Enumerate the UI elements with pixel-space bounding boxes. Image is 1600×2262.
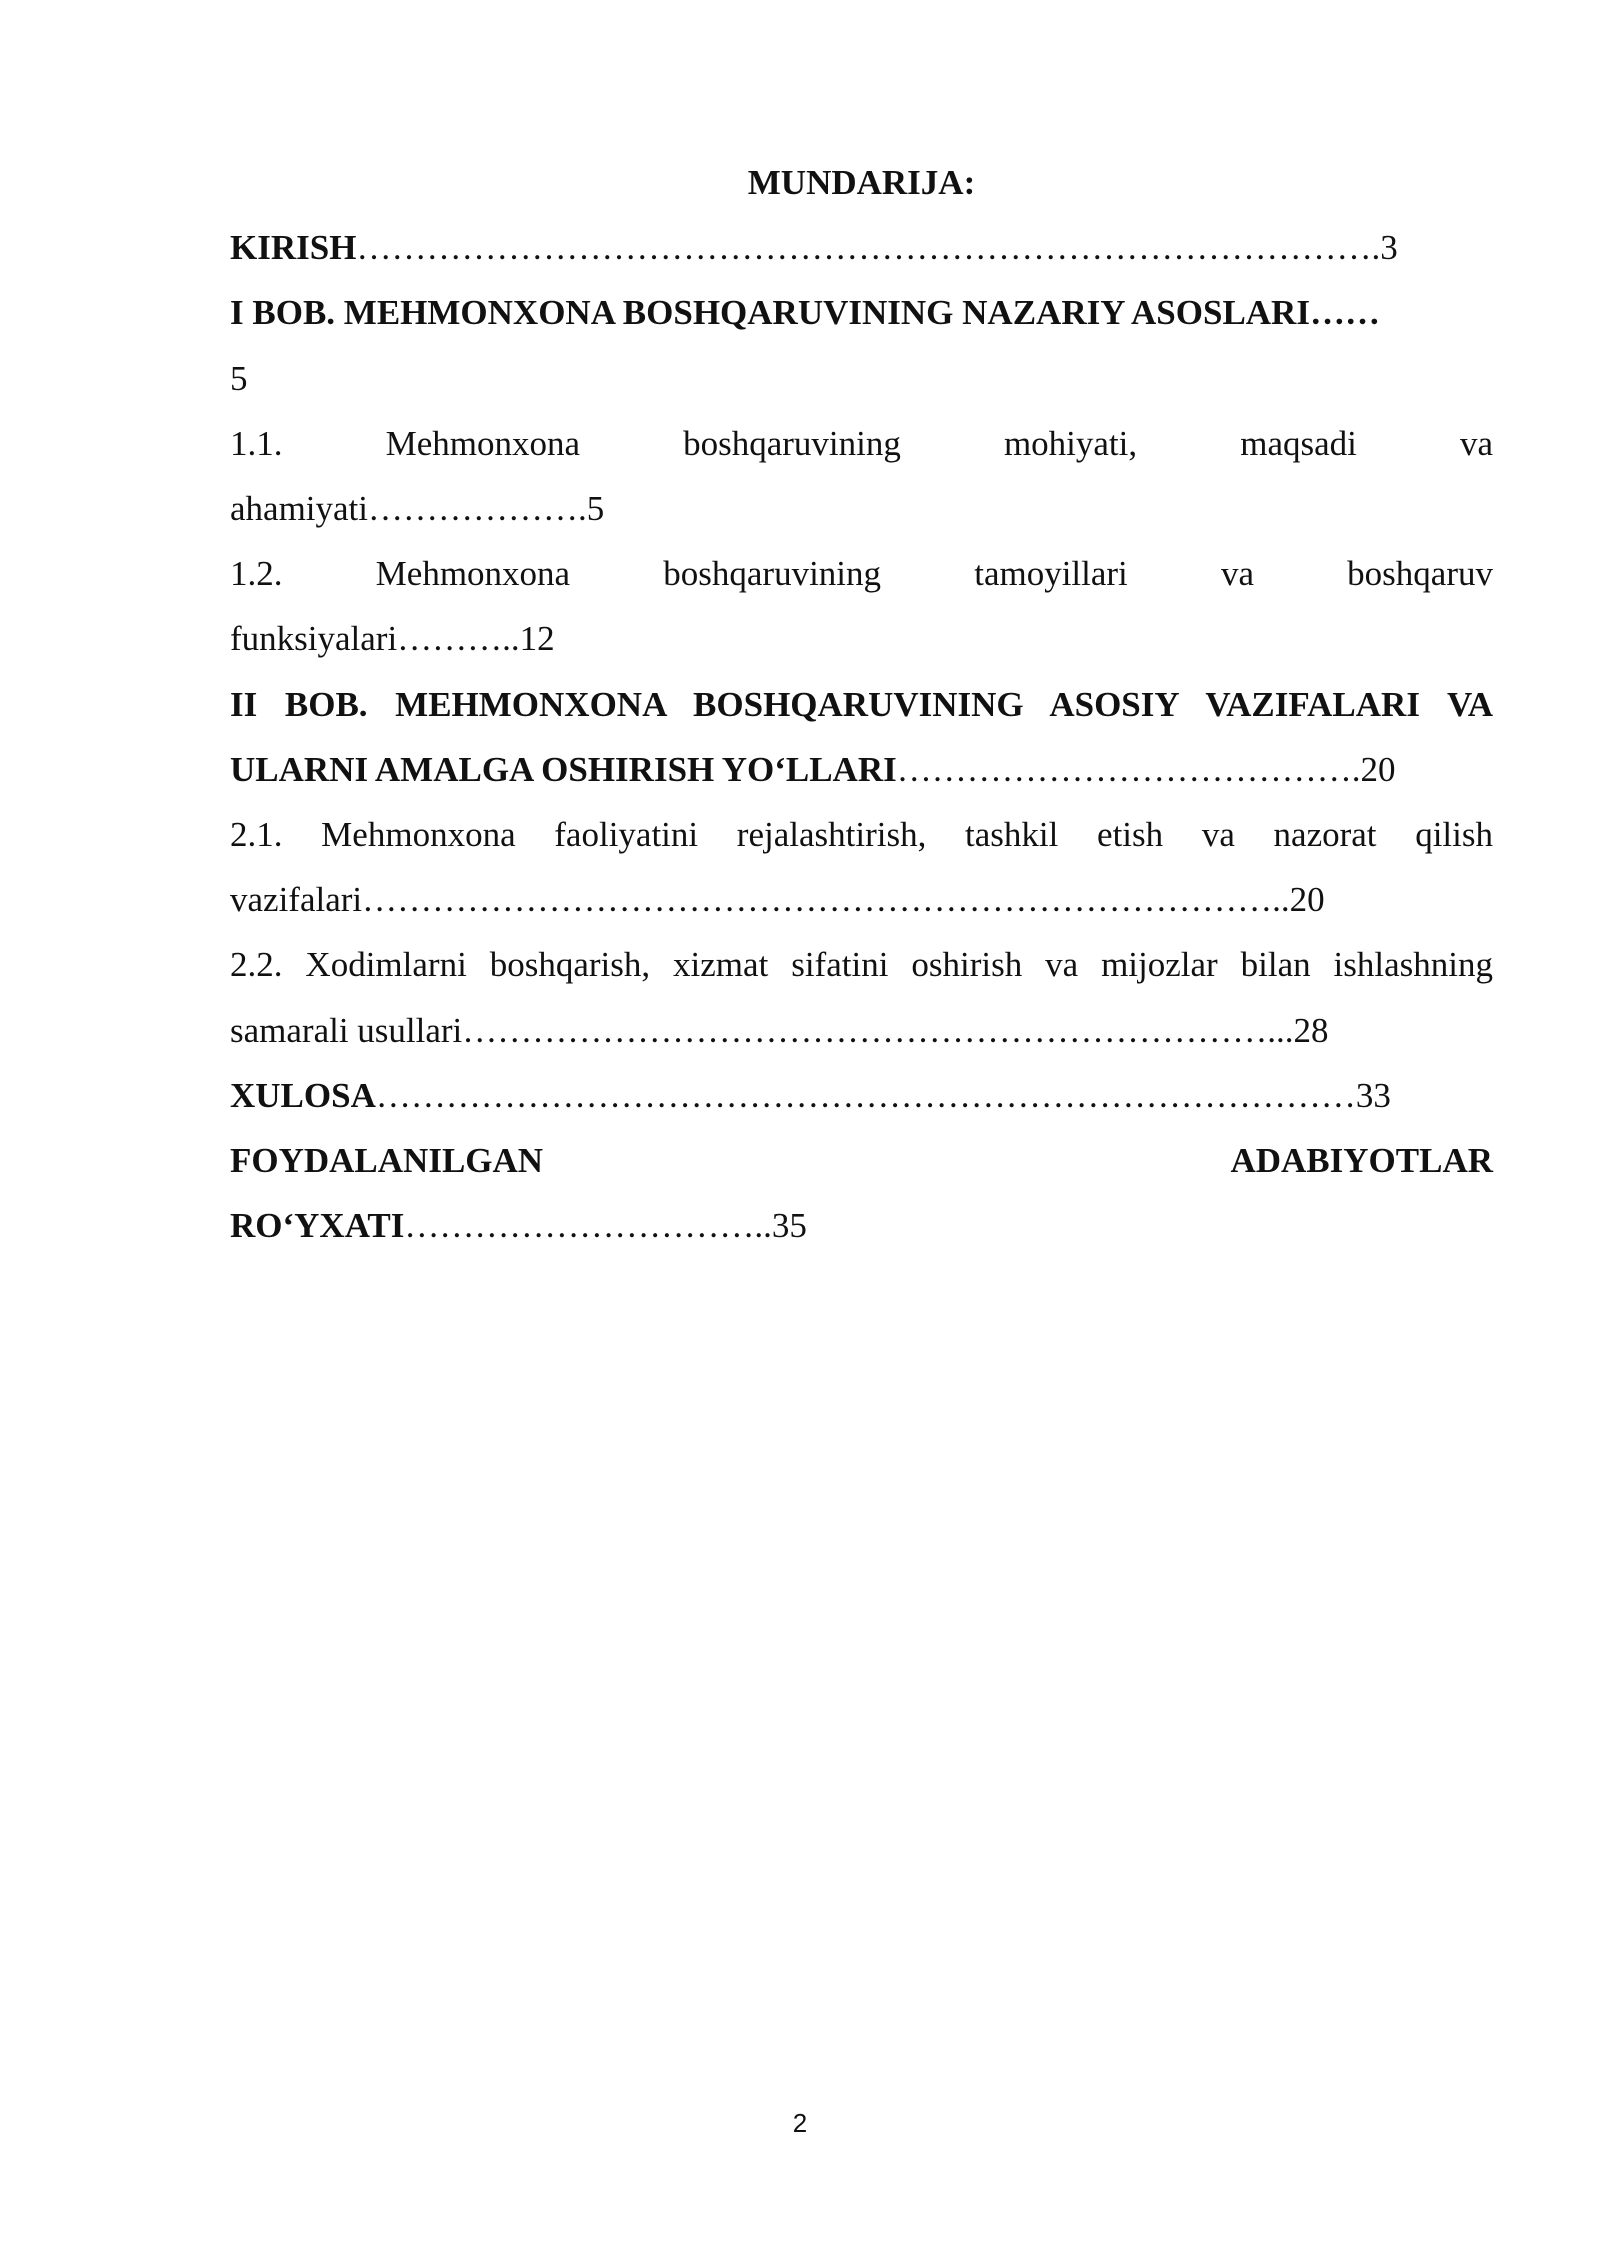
toc-entry-1-2: 1.2. Mehmonxona boshqaruvining tamoyillari va boshqaruv: [230, 554, 1493, 594]
toc-entry-leader: …………………………………………………………………………….3: [356, 228, 1398, 268]
toc-title: MUNDARIJA:: [747, 163, 976, 202]
toc-entry-label: KIRISH: [230, 228, 357, 268]
toc-entry-adabiyotlar: FOYDALANILGAN ADABIYOTLAR: [230, 1141, 1493, 1181]
toc-entry-chapter1-page: 5: [230, 358, 248, 398]
toc-entry-label: I BOB. MEHMONXONA BOSHQARUVINING NAZARIY ASOSLARI: [230, 293, 1310, 333]
toc-entry-2-2-cont: samarali usullari……………………………………………………………...28: [230, 1010, 1329, 1050]
toc-entry-2-2: 2.2. Xodimlarni boshqarish, xizmat sifatini oshirish va mijozlar bilan ishlashning: [230, 945, 1493, 985]
toc-entry-label: RO‘YXATI: [230, 1206, 405, 1246]
toc-entry-kirish: [230, 215, 1493, 280]
toc-entry-label: ULARNI AMALGA OSHIRISH YO‘LLARI: [230, 749, 897, 789]
toc-entry-1-1-cont: ahamiyati……………….5: [230, 489, 605, 529]
toc-entry-leader: ………………………………….20: [896, 749, 1396, 789]
toc-entry-chapter1: [230, 280, 1493, 345]
toc-entry-adabiyotlar-cont: [230, 1193, 1493, 1258]
toc-entry-2-1-cont: vazifalari……………………………………………………………………..20: [230, 880, 1325, 920]
toc-entry-chapter2-cont: [230, 737, 1493, 802]
toc-entry-2-1: 2.1. Mehmonxona faoliyatini rejalashtirish, tashkil etish va nazorat qilish: [230, 815, 1493, 855]
toc-entry-leader: ……: [1309, 293, 1380, 333]
toc-entry-xulosa: [230, 1063, 1493, 1128]
toc-entry-leader: …………………………………………………………………………33: [375, 1075, 1391, 1115]
toc-entry-1-1: 1.1. Mehmonxona boshqaruvining mohiyati, maqsadi va: [230, 423, 1493, 463]
toc-entry-chapter2: II BOB. MEHMONXONA BOSHQARUVINING ASOSIY VAZIFALARI VA: [230, 684, 1493, 724]
page-number: 2: [792, 2108, 808, 2138]
toc-entry-leader: …………………………..35: [404, 1206, 807, 1246]
toc-entry-label: XULOSA: [230, 1075, 376, 1115]
table-of-contents: [230, 150, 1493, 1258]
toc-entry-1-2-cont: funksiyalari………..12: [230, 619, 555, 659]
